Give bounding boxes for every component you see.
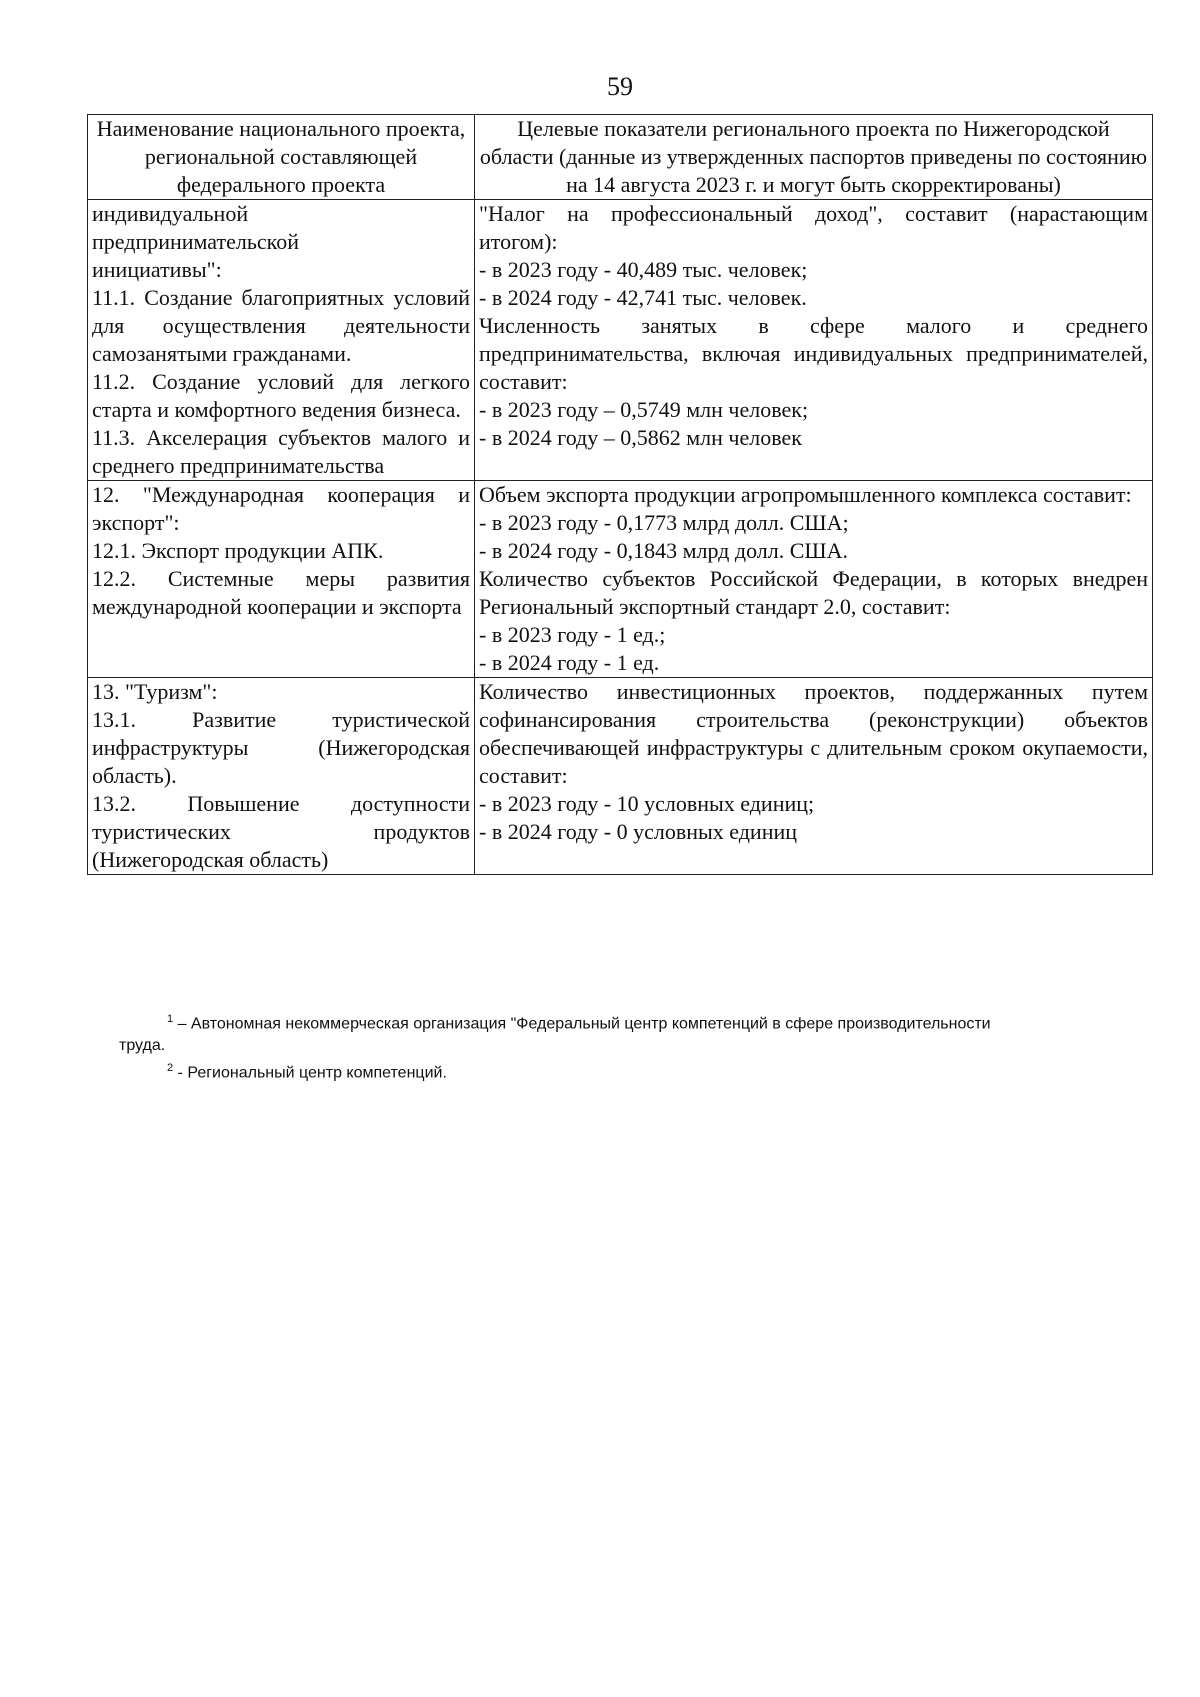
project-line: 11.1. Создание благоприятных условий для осуществления деятельности самозанятыми гражданами. [92,285,470,366]
footnote-mark: 1 [167,1013,174,1025]
project-line: 12. "Международная кооперация и экспорт": [92,482,470,535]
indicator-line: "Налог на профессиональный доход", составит (нарастающим итогом): [479,201,1148,254]
indicator-cell [475,678,1153,875]
project-line: инициативы": [92,257,222,282]
project-line: 13.1. Развитие туристической инфраструктуры (Нижегородская область). [92,707,470,788]
indicator-line: - в 2023 году - 1 ед.; [479,622,666,647]
project-line: предпринимательской [92,229,300,254]
table-row [88,678,1153,875]
indicator-line: Количество инвестиционных проектов, поддержанных путем софинансирования строительства (реконструкции) объектов обеспечивающей инфраструктуры с длительным сроком окупаемости, составит: [479,679,1148,788]
indicator-line: - в 2023 году - 40,489 тыс. человек; [479,257,808,282]
project-line: индивидуальной [92,201,249,226]
indicator-line: Объем экспорта продукции агропромышленного комплекса составит: [479,482,1132,507]
indicator-line: - в 2024 году - 1 ед. [479,650,660,675]
footnote-text: труда. [119,1037,166,1055]
project-line: 13. "Туризм": [92,679,218,704]
indicator-line: - в 2023 году - 0,1773 млрд долл. США; [479,510,849,535]
indicator-cell [475,200,1153,481]
project-line: 11.3. Акселерация субъектов малого и среднего предпринимательства [92,425,470,478]
table-row [88,200,1153,481]
indicator-line: - в 2024 году – 0,5862 млн человек [479,425,802,450]
project-line: 13.2. Повышение доступности туристических продуктов (Нижегородская область) [92,791,470,872]
project-cell [88,678,475,875]
indicator-line: - в 2024 году - 0 условных единиц [479,819,798,844]
table-header-row [88,115,1153,200]
footnotes [87,1008,1147,1085]
indicator-line: Количество субъектов Российской Федерации, в которых внедрен Региональный экспортный стандарт 2.0, составит: [479,566,1148,619]
page-number: 59 [607,72,633,101]
footnote-text: – Автономная некоммерческая организация "Федеральный центр компетенций в сфере производительности [177,1015,991,1033]
project-line: 11.2. Создание условий для легкого старта и комфортного ведения бизнеса. [92,369,470,422]
indicator-line: Численность занятых в сфере малого и среднего предпринимательства, включая индивидуальных предпринимателей, составит: [479,313,1148,394]
footnote-1-continuation [87,1035,1147,1057]
footnote-2 [87,1057,1147,1084]
header-col-project-name: Наименование национального проекта, региональной составляющей федерального проекта [88,115,475,200]
table-row [88,481,1153,678]
footnote-mark: 2 [167,1062,174,1075]
project-line: 12.1. Экспорт продукции АПК. [92,538,384,563]
indicator-cell [475,481,1153,678]
project-line: 12.2. Системные меры развития международной кооперации и экспорта [92,566,470,619]
footnote-text: - Региональный центр компетенций. [177,1064,447,1082]
indicator-line: - в 2024 году - 42,741 тыс. человек. [479,285,807,310]
indicator-line: - в 2023 году - 10 условных единиц; [479,791,815,816]
project-cell [88,481,475,678]
footnote-1 [87,1008,1147,1035]
header-col-target-indicators: Целевые показатели регионального проекта по Нижегородской области (данные из утвержденных паспортов приведены по состоянию на 14 августа 2023 г. и могут быть скорректированы) [475,115,1153,200]
indicator-line: - в 2024 году - 0,1843 млрд долл. США. [479,538,848,563]
indicators-table [87,114,1153,875]
project-cell [88,200,475,481]
indicator-line: - в 2023 году – 0,5749 млн человек; [479,397,809,422]
